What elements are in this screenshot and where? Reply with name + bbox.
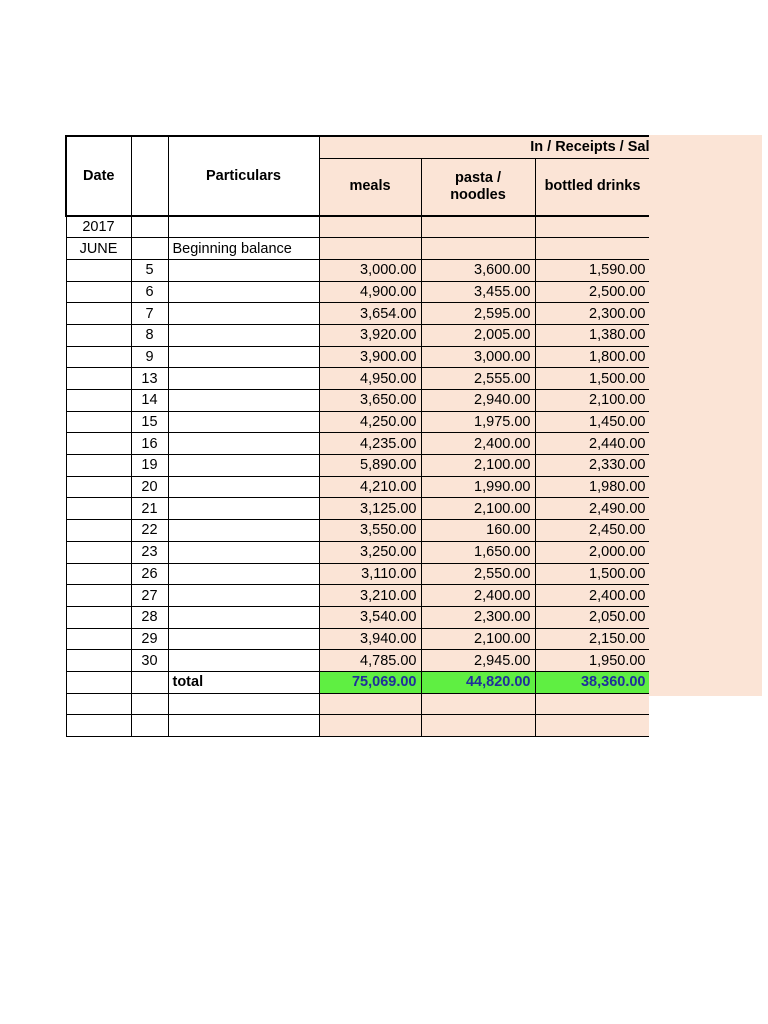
day-cell[interactable]: 8 — [131, 324, 168, 346]
particulars-cell[interactable] — [168, 520, 319, 542]
cell[interactable] — [66, 715, 131, 737]
date-cell[interactable] — [66, 281, 131, 303]
date-cell[interactable] — [66, 455, 131, 477]
date-cell[interactable] — [66, 259, 131, 281]
pasta-cell[interactable]: 2,940.00 — [421, 390, 535, 412]
pasta-cell[interactable]: 2,400.00 — [421, 433, 535, 455]
particulars-cell[interactable] — [168, 563, 319, 585]
particulars-cell[interactable] — [168, 346, 319, 368]
particulars-cell[interactable] — [168, 390, 319, 412]
meals-cell[interactable]: 3,550.00 — [319, 520, 421, 542]
particulars-cell[interactable] — [168, 281, 319, 303]
drinks-cell[interactable]: 2,450.00 — [535, 520, 649, 542]
day-cell[interactable]: 20 — [131, 476, 168, 498]
total-label[interactable]: total — [168, 671, 319, 693]
date-cell[interactable] — [66, 324, 131, 346]
meals-cell[interactable]: 3,940.00 — [319, 628, 421, 650]
pasta-cell[interactable]: 2,100.00 — [421, 498, 535, 520]
particulars-cell[interactable] — [168, 368, 319, 390]
pasta-cell[interactable]: 2,550.00 — [421, 563, 535, 585]
date-cell[interactable] — [66, 585, 131, 607]
cell[interactable] — [168, 715, 319, 737]
table-row — [66, 585, 649, 607]
date-cell[interactable] — [66, 650, 131, 672]
day-cell[interactable]: 16 — [131, 433, 168, 455]
date-cell[interactable] — [66, 390, 131, 412]
cell[interactable] — [535, 216, 649, 238]
day-cell[interactable]: 7 — [131, 303, 168, 325]
particulars-cell[interactable] — [168, 259, 319, 281]
drinks-cell[interactable]: 1,800.00 — [535, 346, 649, 368]
header-receipts-group[interactable]: In / Receipts / Sal — [319, 136, 649, 158]
particulars-cell[interactable] — [168, 498, 319, 520]
meals-cell[interactable]: 3,250.00 — [319, 541, 421, 563]
table-row — [66, 303, 649, 325]
total-drinks[interactable]: 38,360.00 — [535, 671, 649, 693]
month-cell[interactable]: JUNE — [66, 238, 131, 260]
total-meals[interactable]: 75,069.00 — [319, 671, 421, 693]
table-row — [66, 541, 649, 563]
particulars-cell[interactable] — [168, 433, 319, 455]
particulars-cell[interactable] — [168, 303, 319, 325]
date-cell[interactable] — [66, 563, 131, 585]
pasta-cell[interactable]: 3,455.00 — [421, 281, 535, 303]
pasta-cell[interactable]: 3,600.00 — [421, 259, 535, 281]
drinks-cell[interactable]: 2,050.00 — [535, 606, 649, 628]
total-pasta[interactable]: 44,820.00 — [421, 671, 535, 693]
table-row — [66, 563, 649, 585]
pasta-cell[interactable]: 160.00 — [421, 520, 535, 542]
meals-cell[interactable]: 3,650.00 — [319, 390, 421, 412]
table-row — [66, 368, 649, 390]
date-cell[interactable] — [66, 433, 131, 455]
particulars-cell[interactable] — [168, 455, 319, 477]
day-cell[interactable]: 29 — [131, 628, 168, 650]
table-row — [66, 390, 649, 412]
drinks-cell[interactable]: 2,440.00 — [535, 433, 649, 455]
pasta-cell[interactable]: 1,990.00 — [421, 476, 535, 498]
table-row — [66, 259, 649, 281]
cell[interactable] — [131, 715, 168, 737]
cell[interactable] — [421, 715, 535, 737]
cell[interactable] — [131, 671, 168, 693]
cell[interactable] — [319, 693, 421, 715]
cell[interactable] — [168, 693, 319, 715]
table-row — [66, 324, 649, 346]
date-cell[interactable] — [66, 628, 131, 650]
cell[interactable] — [168, 216, 319, 238]
cell[interactable] — [131, 216, 168, 238]
drinks-cell[interactable]: 1,980.00 — [535, 476, 649, 498]
table-row — [66, 281, 649, 303]
header-date[interactable]: Date — [66, 136, 131, 216]
particulars-cell[interactable] — [168, 324, 319, 346]
cell[interactable] — [66, 671, 131, 693]
date-cell[interactable] — [66, 520, 131, 542]
meals-cell[interactable]: 3,920.00 — [319, 324, 421, 346]
drinks-cell[interactable]: 1,380.00 — [535, 324, 649, 346]
date-cell[interactable] — [66, 411, 131, 433]
table-row — [66, 476, 649, 498]
day-cell[interactable]: 14 — [131, 390, 168, 412]
particulars-cell[interactable] — [168, 650, 319, 672]
day-cell[interactable]: 9 — [131, 346, 168, 368]
cell[interactable] — [319, 238, 421, 260]
meals-cell[interactable]: 3,125.00 — [319, 498, 421, 520]
particulars-cell[interactable] — [168, 606, 319, 628]
meals-cell[interactable]: 3,210.00 — [319, 585, 421, 607]
date-cell[interactable] — [66, 541, 131, 563]
header-meals[interactable]: meals — [319, 158, 421, 216]
cell[interactable] — [319, 715, 421, 737]
table-row — [66, 498, 649, 520]
pasta-cell[interactable]: 1,650.00 — [421, 541, 535, 563]
meals-cell[interactable]: 5,890.00 — [319, 455, 421, 477]
beginning-balance-label[interactable]: Beginning balance — [168, 238, 319, 260]
cell[interactable] — [131, 693, 168, 715]
date-cell[interactable] — [66, 606, 131, 628]
date-cell[interactable] — [66, 498, 131, 520]
cell[interactable] — [421, 238, 535, 260]
day-cell[interactable]: 28 — [131, 606, 168, 628]
day-cell[interactable]: 13 — [131, 368, 168, 390]
cell[interactable] — [535, 693, 649, 715]
table-row — [66, 346, 649, 368]
particulars-cell[interactable] — [168, 541, 319, 563]
drinks-cell[interactable]: 2,150.00 — [535, 628, 649, 650]
pasta-cell[interactable]: 2,005.00 — [421, 324, 535, 346]
meals-cell[interactable]: 3,654.00 — [319, 303, 421, 325]
drinks-cell[interactable]: 2,000.00 — [535, 541, 649, 563]
drinks-cell[interactable]: 1,450.00 — [535, 411, 649, 433]
header-pasta[interactable]: pasta / noodles — [421, 158, 535, 216]
meals-cell[interactable]: 3,540.00 — [319, 606, 421, 628]
table-row — [66, 520, 649, 542]
drinks-cell[interactable]: 2,300.00 — [535, 303, 649, 325]
header-drinks[interactable]: bottled drinks — [535, 158, 649, 216]
spreadsheet — [65, 135, 649, 737]
pasta-cell[interactable]: 1,975.00 — [421, 411, 535, 433]
pasta-cell[interactable]: 3,000.00 — [421, 346, 535, 368]
drinks-cell[interactable]: 2,400.00 — [535, 585, 649, 607]
column-overflow-background — [649, 135, 762, 696]
drinks-cell[interactable]: 2,100.00 — [535, 390, 649, 412]
table-row — [66, 650, 649, 672]
date-cell[interactable] — [66, 346, 131, 368]
day-cell[interactable]: 26 — [131, 563, 168, 585]
drinks-cell[interactable]: 2,330.00 — [535, 455, 649, 477]
particulars-cell[interactable] — [168, 585, 319, 607]
pasta-cell[interactable]: 2,400.00 — [421, 585, 535, 607]
table-row — [66, 606, 649, 628]
pasta-cell[interactable]: 2,595.00 — [421, 303, 535, 325]
day-cell[interactable]: 15 — [131, 411, 168, 433]
drinks-cell[interactable]: 1,950.00 — [535, 650, 649, 672]
ledger-table — [65, 135, 649, 737]
meals-cell[interactable]: 4,950.00 — [319, 368, 421, 390]
drinks-cell[interactable]: 1,500.00 — [535, 563, 649, 585]
day-cell[interactable]: 23 — [131, 541, 168, 563]
table-row — [66, 433, 649, 455]
meals-cell[interactable]: 4,235.00 — [319, 433, 421, 455]
meals-cell[interactable]: 4,210.00 — [319, 476, 421, 498]
drinks-cell[interactable]: 1,590.00 — [535, 259, 649, 281]
pasta-cell[interactable]: 2,300.00 — [421, 606, 535, 628]
cell[interactable] — [421, 693, 535, 715]
day-cell[interactable]: 27 — [131, 585, 168, 607]
date-cell[interactable] — [66, 476, 131, 498]
date-cell[interactable] — [66, 368, 131, 390]
cell[interactable] — [535, 715, 649, 737]
meals-cell[interactable]: 4,785.00 — [319, 650, 421, 672]
table-row — [66, 455, 649, 477]
particulars-cell[interactable] — [168, 628, 319, 650]
drinks-cell[interactable]: 2,490.00 — [535, 498, 649, 520]
day-cell[interactable]: 21 — [131, 498, 168, 520]
header-particulars[interactable]: Particulars — [168, 136, 319, 216]
drinks-cell[interactable]: 1,500.00 — [535, 368, 649, 390]
pasta-cell[interactable]: 2,555.00 — [421, 368, 535, 390]
cell[interactable] — [535, 238, 649, 260]
pasta-cell[interactable]: 2,100.00 — [421, 455, 535, 477]
drinks-cell[interactable]: 2,500.00 — [535, 281, 649, 303]
meals-cell[interactable]: 3,000.00 — [319, 259, 421, 281]
day-cell[interactable]: 22 — [131, 520, 168, 542]
date-cell[interactable] — [66, 303, 131, 325]
day-cell[interactable]: 5 — [131, 259, 168, 281]
day-cell[interactable]: 6 — [131, 281, 168, 303]
table-row — [66, 628, 649, 650]
cell[interactable] — [66, 693, 131, 715]
day-cell[interactable]: 30 — [131, 650, 168, 672]
pasta-cell[interactable]: 2,100.00 — [421, 628, 535, 650]
particulars-cell[interactable] — [168, 411, 319, 433]
day-cell[interactable]: 19 — [131, 455, 168, 477]
meals-cell[interactable]: 4,900.00 — [319, 281, 421, 303]
meals-cell[interactable]: 4,250.00 — [319, 411, 421, 433]
pasta-cell[interactable]: 2,945.00 — [421, 650, 535, 672]
header-day[interactable] — [131, 136, 168, 216]
meals-cell[interactable]: 3,110.00 — [319, 563, 421, 585]
particulars-cell[interactable] — [168, 476, 319, 498]
cell[interactable] — [131, 238, 168, 260]
cell[interactable] — [319, 216, 421, 238]
year-cell[interactable]: 2017 — [66, 216, 131, 238]
table-row — [66, 411, 649, 433]
cell[interactable] — [421, 216, 535, 238]
meals-cell[interactable]: 3,900.00 — [319, 346, 421, 368]
